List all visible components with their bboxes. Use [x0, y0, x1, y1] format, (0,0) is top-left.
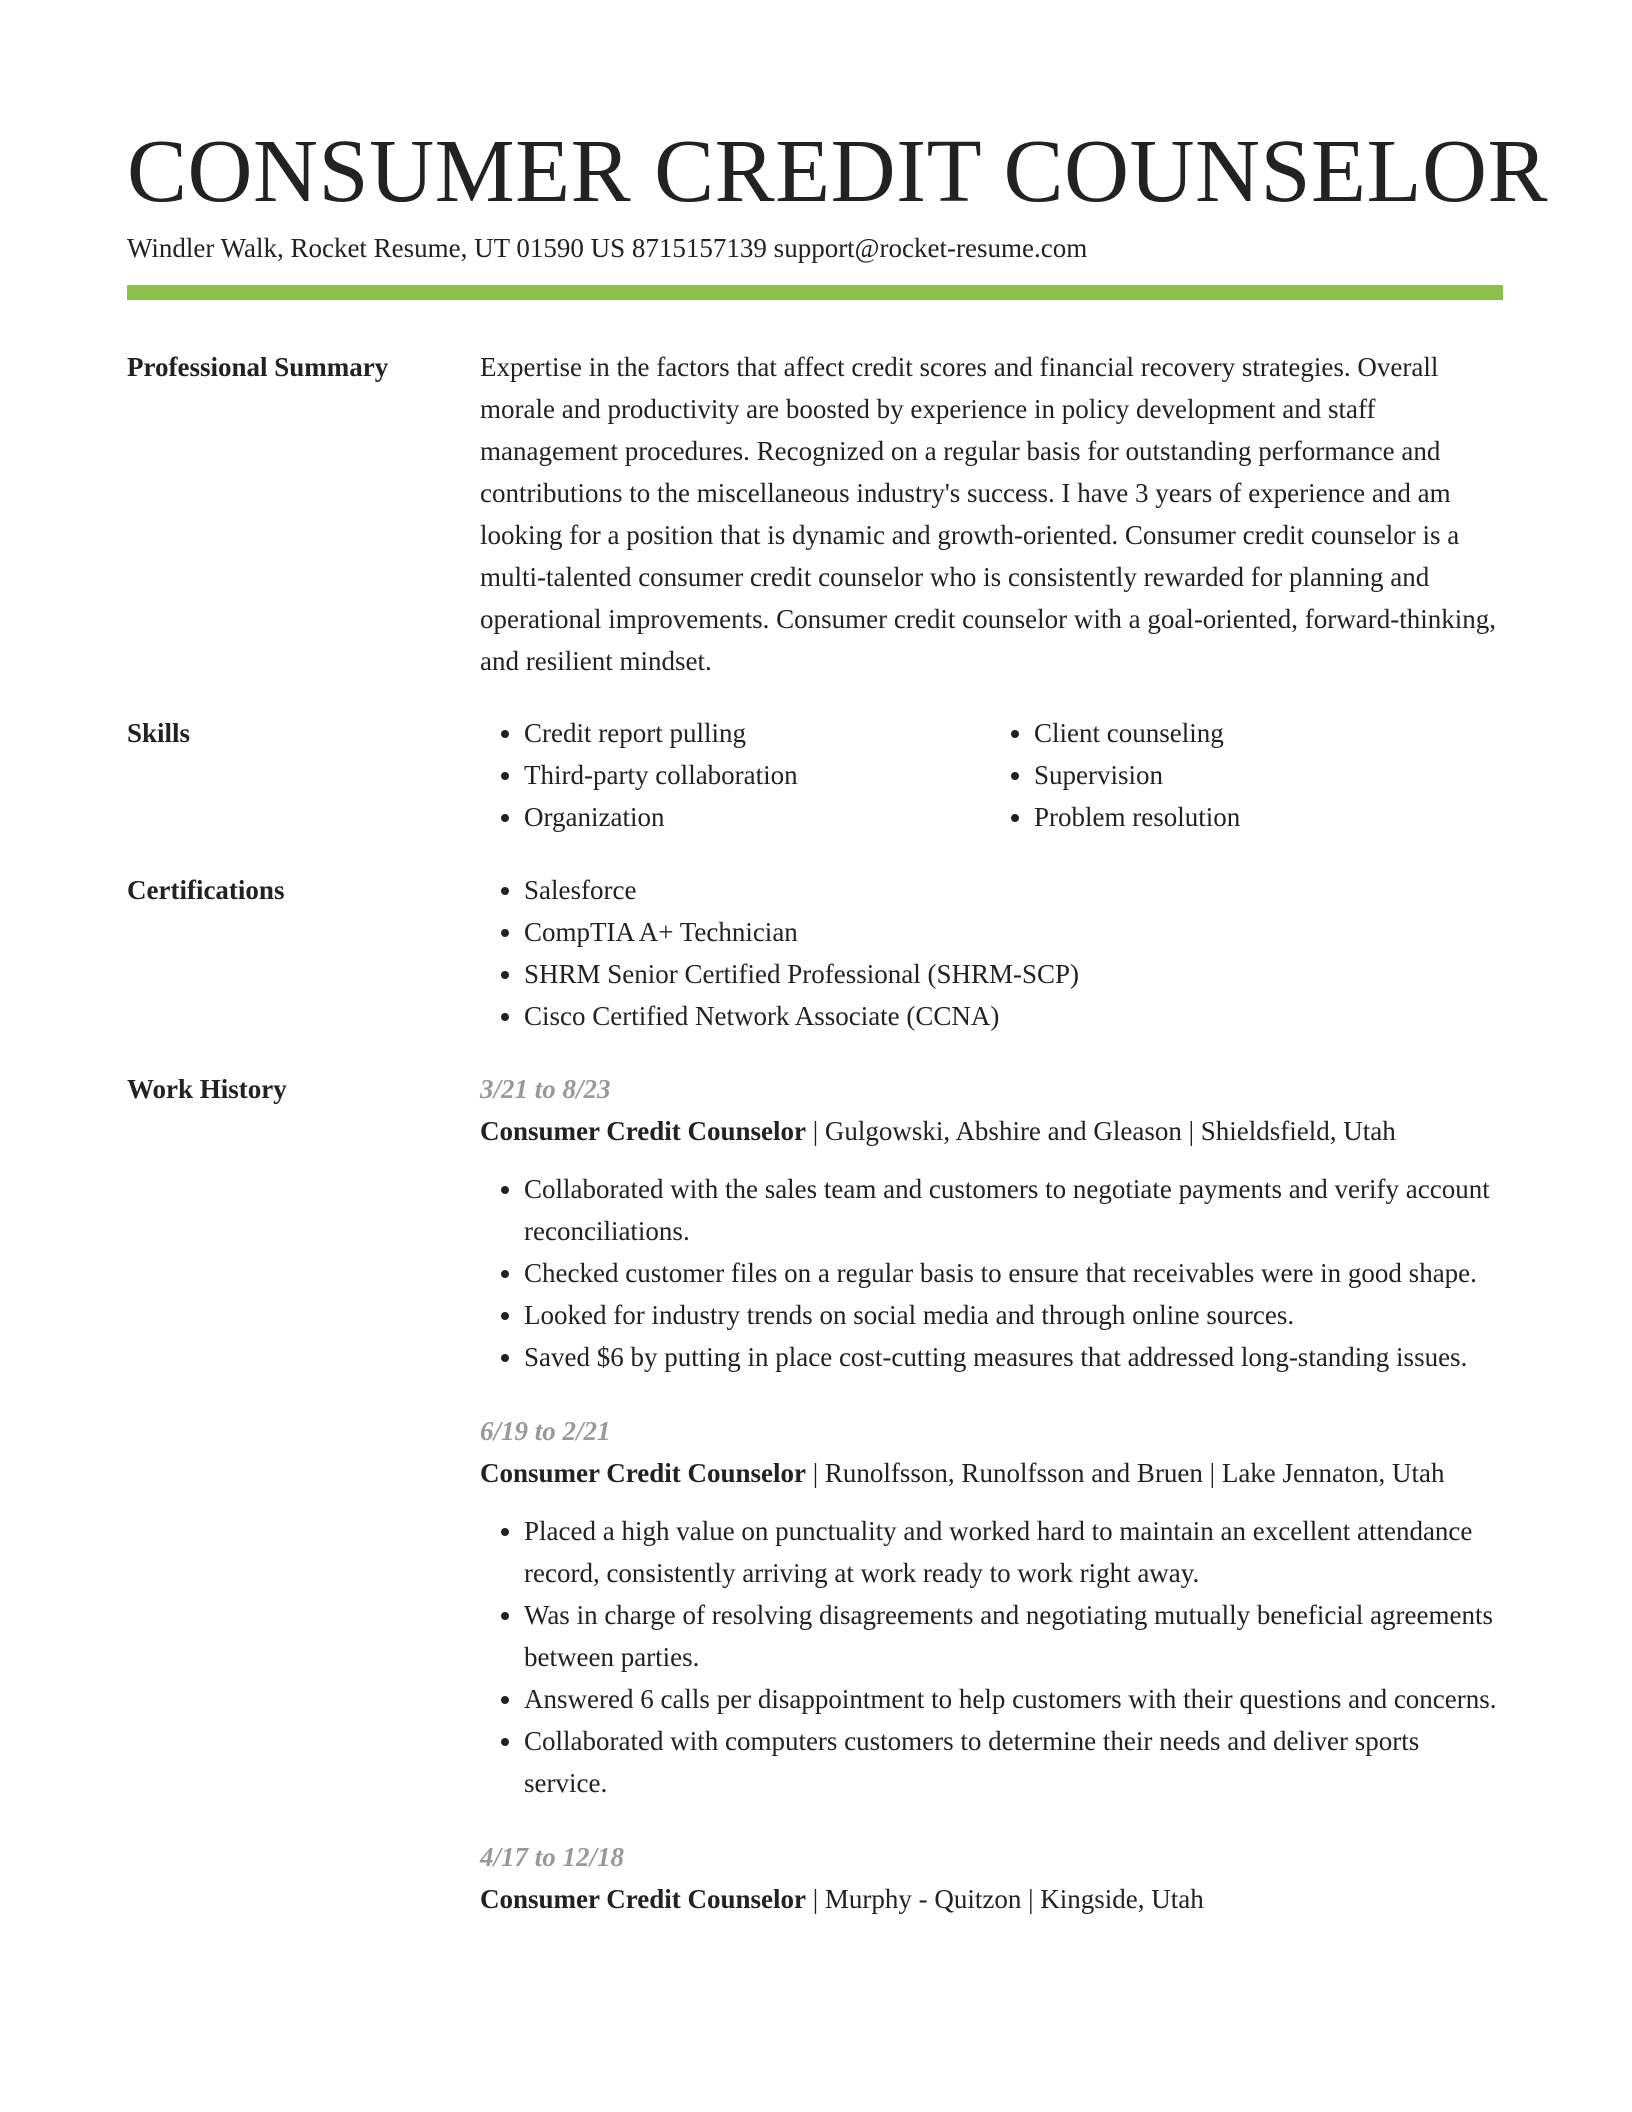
summary-text: Expertise in the factors that affect credit scores and financial recovery strategies. Overall morale and productivity are boosted by experience in policy development and staff management procedures. Recognized on a regular basis for outstanding performance and contributions to the miscellaneous industry's success. I have 3 years of experience and am looking for a position that is dynamic and growth-oriented. Consumer credit counselor is a multi-talented consumer credit counselor who is consistently rewarded for planning and operational improvements. Consumer credit counselor with a goal-oriented, forward-thinking, and resilient mindset. [480, 352, 1496, 676]
job-entry [480, 1836, 1500, 1920]
certifications-list [480, 869, 1500, 1037]
job-employer-location: | Gulgowski, Abshire and Gleason | Shieldsfield, Utah [806, 1116, 1396, 1146]
contact-info: Windler Walk, Rocket Resume, UT 01590 US 8715157139 support@rocket-resume.com [127, 233, 1088, 263]
skill-item: • Client counseling [1034, 712, 1500, 754]
certification-item: • Cisco Certified Network Associate (CCNA) [524, 995, 1500, 1037]
summary-body [480, 346, 1500, 682]
job-heading [480, 1878, 1500, 1920]
accent-divider [127, 285, 1503, 300]
skill-item: • Problem resolution [1034, 796, 1500, 838]
skills-list-left [480, 712, 990, 838]
job-heading [480, 1452, 1500, 1494]
job-bullet: • Placed a high value on punctuality and worked hard to maintain an excellent attendance record, consistently arriving at work ready to work right away. [524, 1510, 1500, 1594]
resume-name: CONSUMER CREDIT COUNSELOR [127, 122, 1548, 221]
certification-item: • SHRM Senior Certified Professional (SHRM-SCP) [524, 953, 1500, 995]
job-bullet: • Was in charge of resolving disagreements and negotiating mutually beneficial agreements between parties. [524, 1594, 1500, 1678]
job-bullet: • Collaborated with the sales team and customers to negotiate payments and verify account reconciliations. [524, 1168, 1500, 1252]
skill-item: • Supervision [1034, 754, 1500, 796]
skills-title: Skills [127, 718, 191, 748]
job-bullet: • Checked customer files on a regular basis to ensure that receivables were in good shape. [524, 1252, 1500, 1294]
skill-item: • Credit report pulling [524, 712, 990, 754]
job-dates: 6/19 to 2/21 [480, 1416, 611, 1446]
job-bullets [480, 1510, 1500, 1804]
job-dates: 4/17 to 12/18 [480, 1842, 625, 1872]
work-history-title: Work History [127, 1074, 287, 1104]
job-entry [480, 1068, 1500, 1378]
job-employer-location: | Murphy - Quitzon | Kingside, Utah [806, 1884, 1204, 1914]
skill-item: • Organization [524, 796, 990, 838]
certifications-title: Certifications [127, 875, 285, 905]
summary-title: Professional Summary [127, 352, 389, 382]
job-bullets [480, 1168, 1500, 1378]
certifications-body [480, 869, 1500, 1037]
skills-body [480, 712, 1500, 838]
job-employer-location: | Runolfsson, Runolfsson and Bruen | Lake Jennaton, Utah [806, 1458, 1445, 1488]
job-bullet: • Answered 6 calls per disappointment to help customers with their questions and concerns. [524, 1678, 1500, 1720]
job-bullet: • Saved $6 by putting in place cost-cutting measures that addressed long-standing issues. [524, 1336, 1500, 1378]
job-dates: 3/21 to 8/23 [480, 1074, 611, 1104]
job-title: Consumer Credit Counselor [480, 1116, 807, 1146]
job-title: Consumer Credit Counselor [480, 1458, 807, 1488]
job-heading [480, 1110, 1500, 1152]
job-entry [480, 1410, 1500, 1804]
skills-list-right [990, 712, 1500, 838]
job-bullet: • Looked for industry trends on social media and through online sources. [524, 1294, 1500, 1336]
certification-item: • Salesforce [524, 869, 1500, 911]
certification-item: • CompTIA A+ Technician [524, 911, 1500, 953]
skill-item: • Third-party collaboration [524, 754, 990, 796]
work-history-body [480, 1068, 1500, 1952]
job-title: Consumer Credit Counselor [480, 1884, 807, 1914]
job-bullet: • Collaborated with computers customers to determine their needs and deliver sports service. [524, 1720, 1500, 1804]
